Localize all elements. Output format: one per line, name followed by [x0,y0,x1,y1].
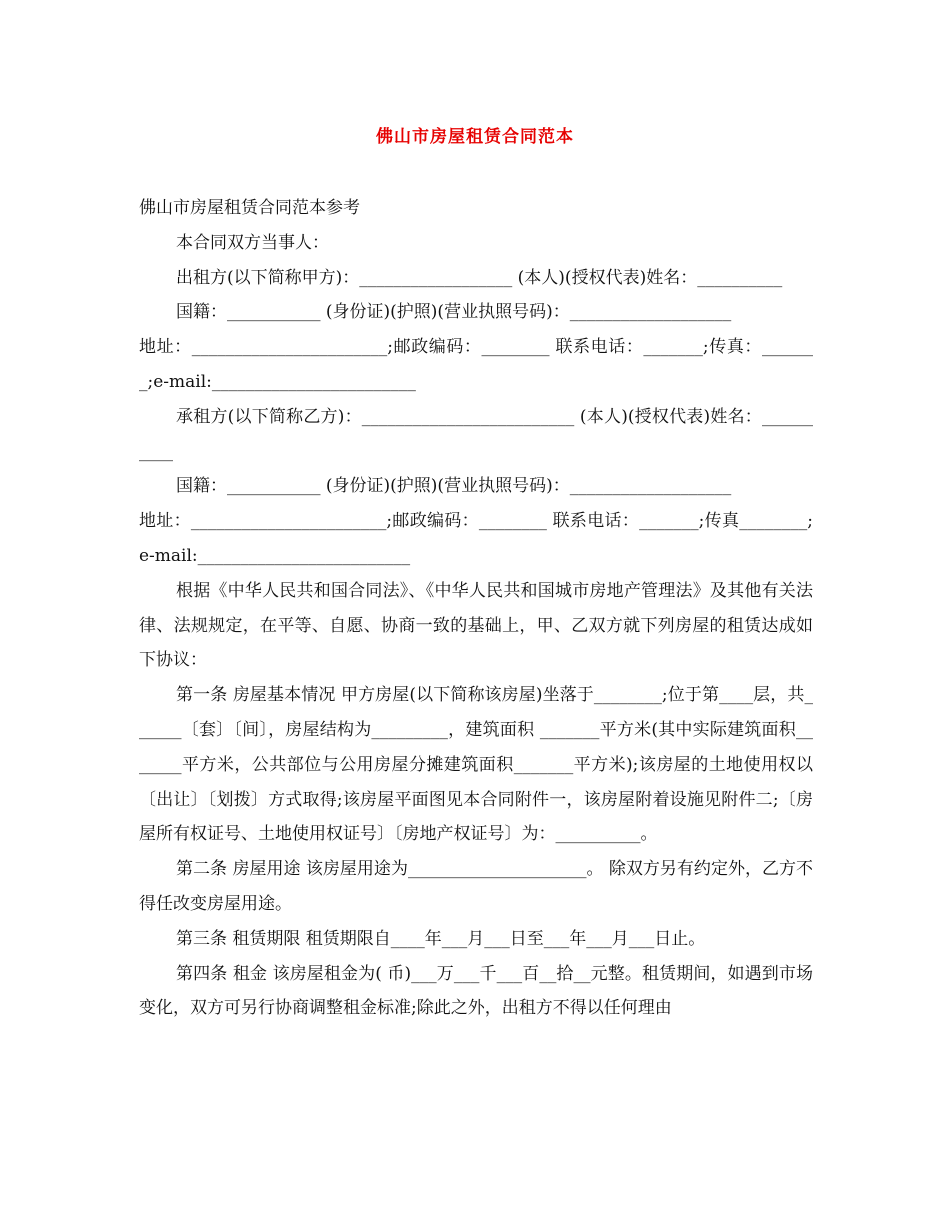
paragraph-lessee-name: 承租方(以下简称乙方)：_________________________ (本人)(授权代表)姓名：__________ [139,406,813,462]
paragraph-article-1: 第一条 房屋基本情况 甲方房屋(以下简称该房屋)坐落于________;位于第____层，共______〔套〕〔间〕，房屋结构为_________，建筑面积 _______平方米(其中实际建筑面积_______平方米，公共部位与公用房屋分摊建筑面积_______平方米);该房屋的土地使用权以〔出让〕〔划拨〕方式取得;该房屋平面图见本合同附件一，该房屋附着设施见附件二;〔房屋所有权证号、土地使用权证号〕〔房地产权证号〕为：__________。 [139,685,813,845]
paragraph-article-2: 第二条 房屋用途 该房屋用途为_____________________。 除双方另有约定外，乙方不得任改变房屋用途。 [139,859,813,914]
paragraph-lessor-address: 地址：_______________________;邮政编码：________ 联系电话：_______;传真：_______;e-mail:________________________ [139,337,813,392]
document-title: 佛山市房屋租赁合同范本 [376,127,574,147]
paragraph-parties-intro: 本合同双方当事人： [176,232,329,253]
document-body [139,191,813,1026]
paragraph-lessor-nationality: 国籍：___________ (身份证)(护照)(营业执照号码)：___________________ [176,302,732,323]
paragraph-lessee-nationality: 国籍：___________ (身份证)(护照)(营业执照号码)：___________________ [176,476,732,497]
paragraph-legal-basis: 根据《中华人民共和国合同法》、《中华人民共和国城市房地产管理法》及其他有关法律、法规规定，在平等、自愿、协商一致的基础上，甲、乙双方就下列房屋的租赁达成如下协议： [139,580,813,671]
paragraph-article-4: 第四条 租金 该房屋租金为( 币)___万___千___百__拾__元整。租赁期间，如遇到市场变化，双方可另行协商调整租金标准;除此之外，出租方不得以任何理由 [139,963,813,1019]
paragraph-lessee-address: 地址：_______________________;邮政编码：________ 联系电话：_______;传真________;e-mail:_________________________ [139,511,813,566]
paragraph-lessor-name: 出租方(以下简称甲方)：__________________ (本人)(授权代表)姓名：__________ [176,267,783,288]
paragraph-article-3: 第三条 租赁期限 租赁期限自____年___月___日至___年___月___日止。 [176,928,706,949]
paragraph-heading-reference: 佛山市房屋租赁合同范本参考 [139,198,360,218]
